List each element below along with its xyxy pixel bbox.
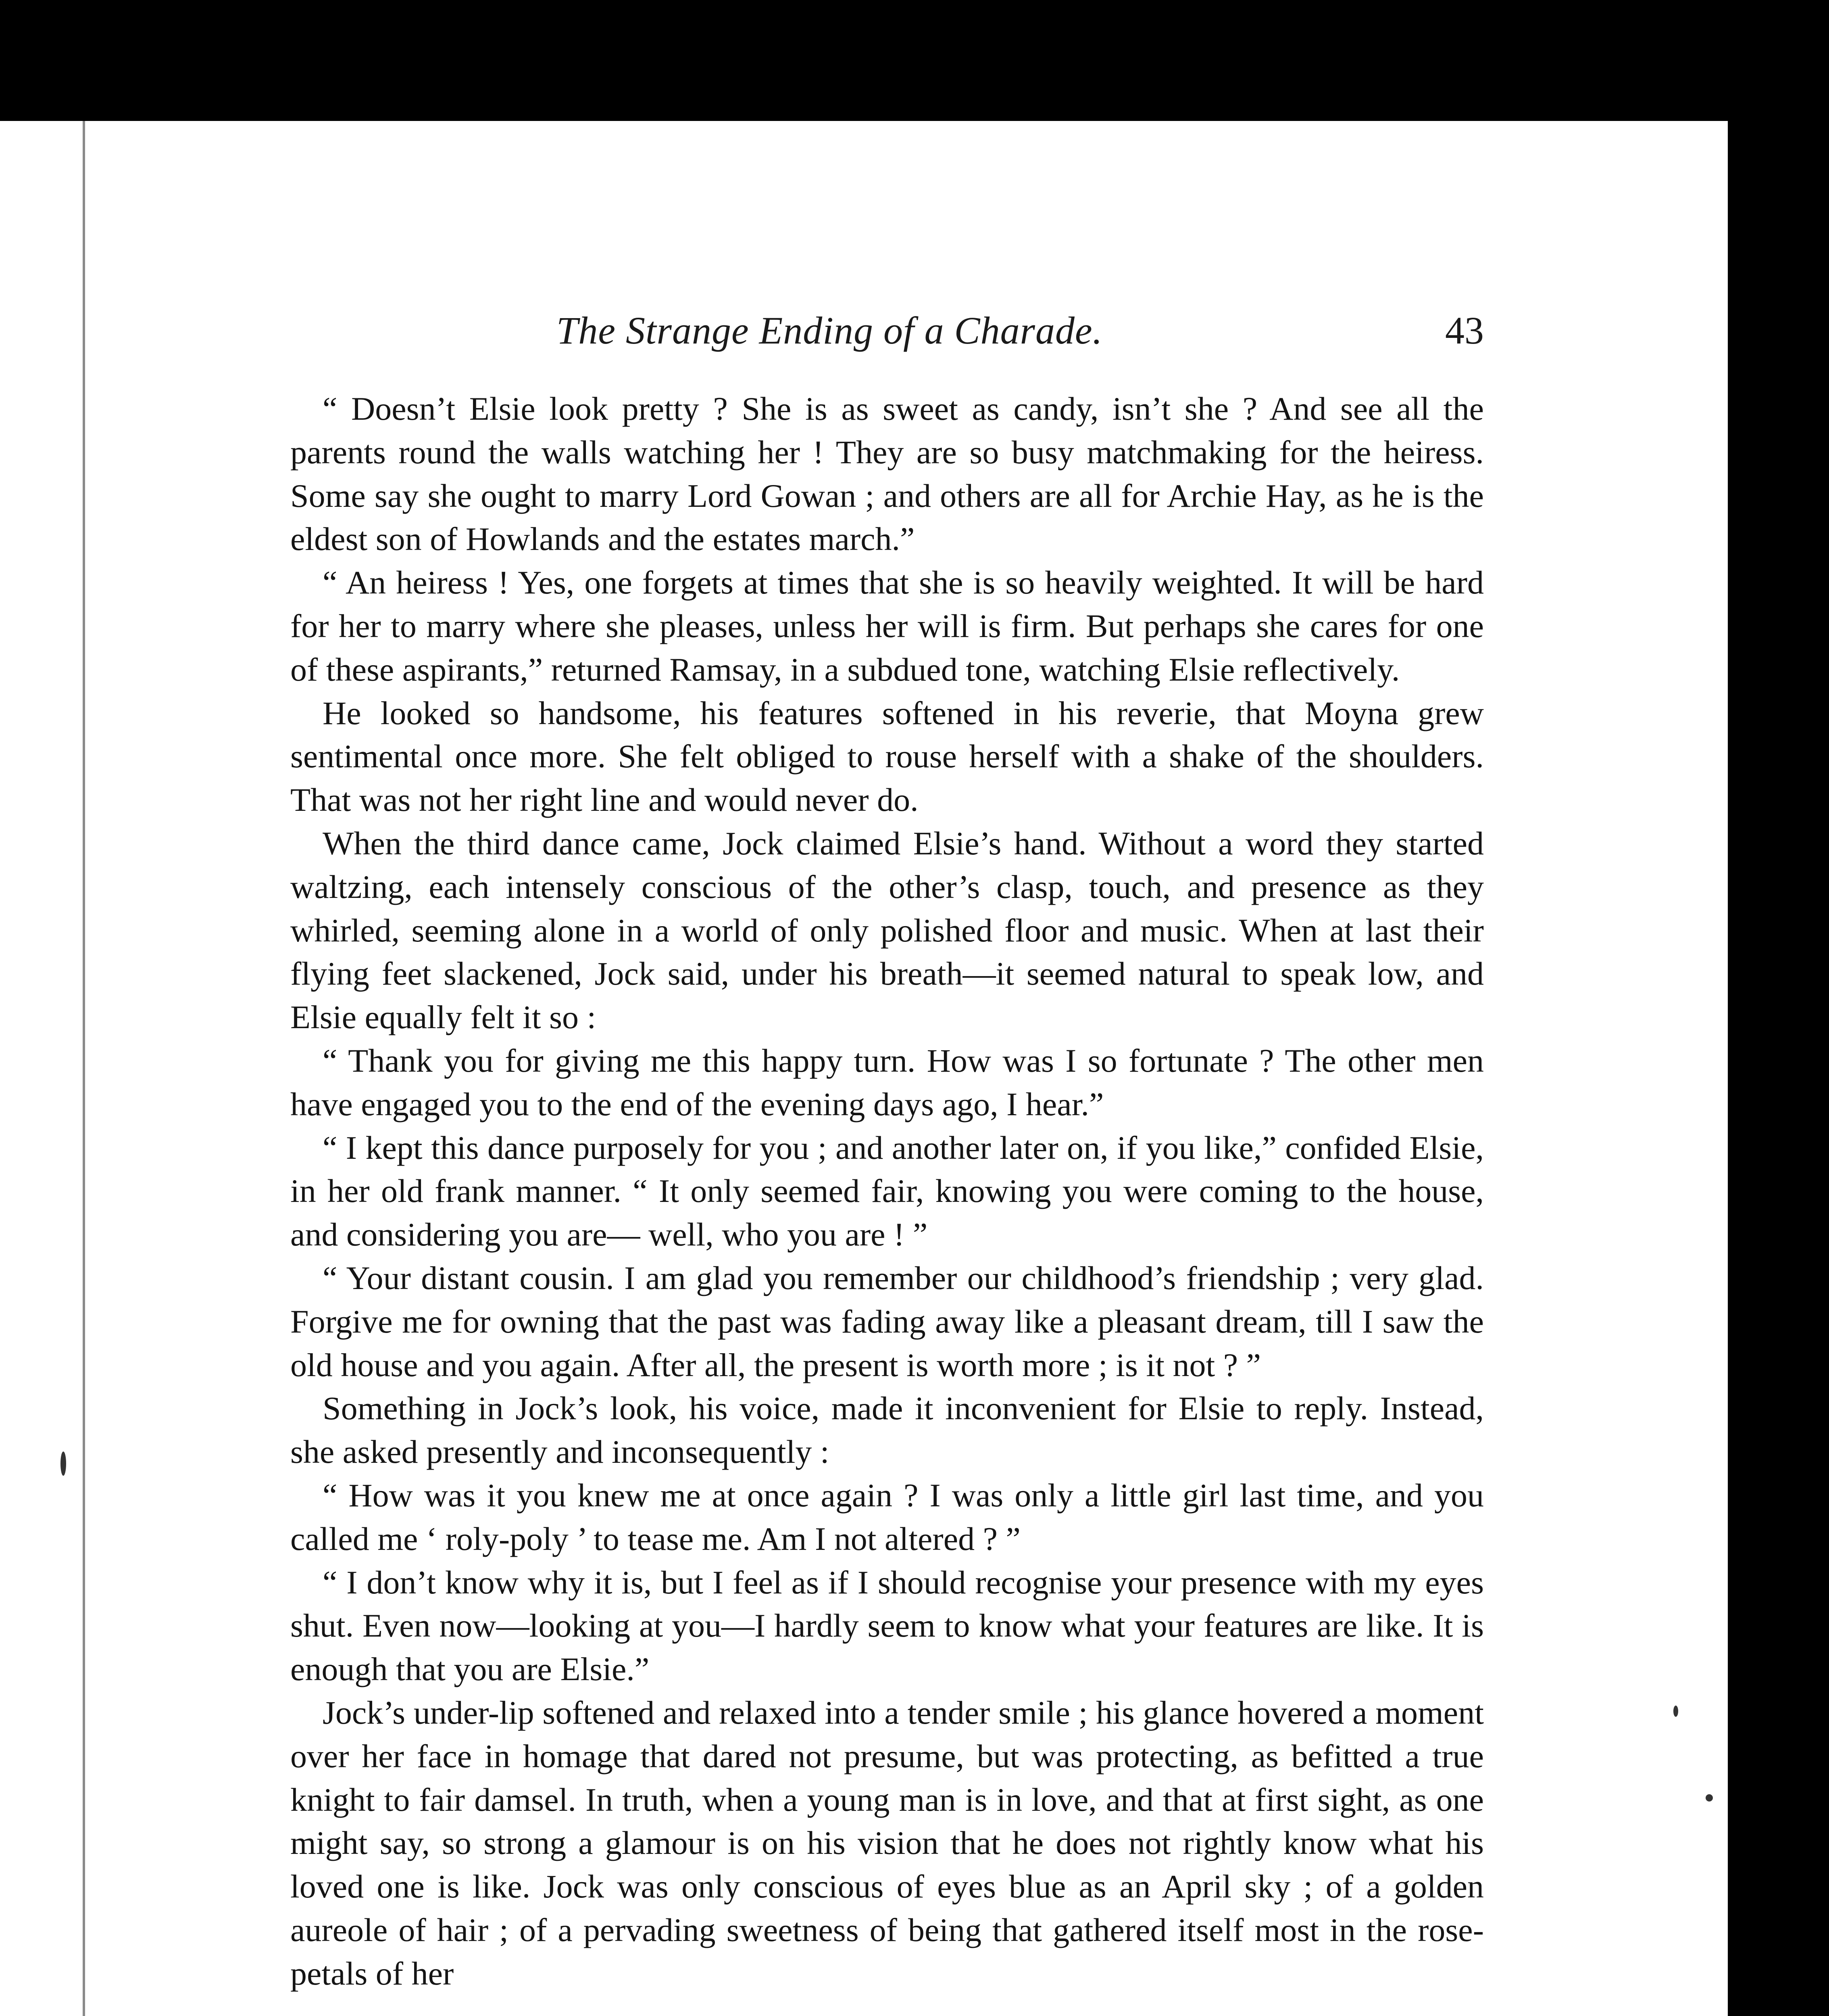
paragraph: “ An heiress ! Yes, one forgets at times that she is so heavily weighted. It will be hard for her to marry where she pleases, unless her will is firm. But perhaps she cares for one of these aspirants,” returned Ramsay, in a subdued tone, watching Elsie reflectively. [290,564,1484,688]
running-head [290,298,1484,363]
paragraph: “ Your distant cousin. I am glad you remember our childhood’s friendship ; very glad. Forgive me for owning that the past was fading away like a pleasant dream, till I saw the old house and you again. After all, the present is worth more ; is it not ? ” [290,1259,1484,1383]
paragraph: “ I don’t know why it is, but I feel as if I should recognise your presence with my eyes shut. Even now—looking at you—I hardly seem to know what your features are like. It is enough that you are Elsie.” [290,1564,1484,1688]
scan-speck [60,1452,66,1476]
paragraph: “ Doesn’t Elsie look pretty ? She is as sweet as candy, isn’t she ? And see all the parents round the walls watching her ! They are so busy matchmaking for the heiress. Some say she ought to marry Lord Gowan ; and others are all for Archie Hay, as he is the eldest son of Howlands and the estates march.” [290,390,1484,558]
scan-speck [1706,1794,1713,1801]
paragraph: He looked so handsome, his features softened in his reverie, that Moyna grew sentimental once more. She felt obliged to rouse herself with a shake of the shoulders. That was not her right line and would never do. [290,694,1484,818]
scan-speck [1673,1706,1678,1717]
page-number: 43 [1445,309,1484,352]
paragraph: “ How was it you knew me at once again ? I was only a little girl last time, and you called me ‘ roly-poly ’ to tease me. Am I not altered ? ” [290,1477,1484,1557]
paragraph: “ Thank you for giving me this happy turn. How was I so fortunate ? The other men have engaged you to the end of the evening days ago, I hear.” [290,1042,1484,1123]
paragraph: Jock’s under-lip softened and relaxed into a tender smile ; his glance hovered a moment over her face in homage that dared not presume, but was protecting, as befitted a true knight to fair damsel. In truth, when a young man is in love, and that at first sight, as one might say, so strong a glamour is on his vision that he does not rightly know what his loved one is like. Jock was only conscious of eyes blue as an April sky ; of a golden aureole of hair ; of a pervading sweetness of being that gathered itself most in the rose-petals of her [290,1694,1484,1992]
running-head-title: The Strange Ending of a Charade. [556,309,1103,352]
body-text [290,387,1484,2016]
paragraph: Something in Jock’s look, his voice, made it inconvenient for Elsie to reply. Instead, she asked presently and inconsequently : [290,1390,1484,1470]
paragraph: When the third dance came, Jock claimed Elsie’s hand. Without a word they started waltzing, each intensely conscious of the other’s clasp, touch, and presence as they whirled, seeming alone in a world of only polished floor and music. When at last their flying feet slackened, Jock said, under his breath—it seemed natural to speak low, and Elsie equally felt it so : [290,825,1484,1036]
gutter-line [83,121,85,2016]
paragraph: “ I kept this dance purposely for you ; and another later on, if you like,” confided Elsie, in her old frank manner. “ It only seemed fair, knowing you were coming to the house, and considering you are— well, who you are ! ” [290,1129,1484,1253]
